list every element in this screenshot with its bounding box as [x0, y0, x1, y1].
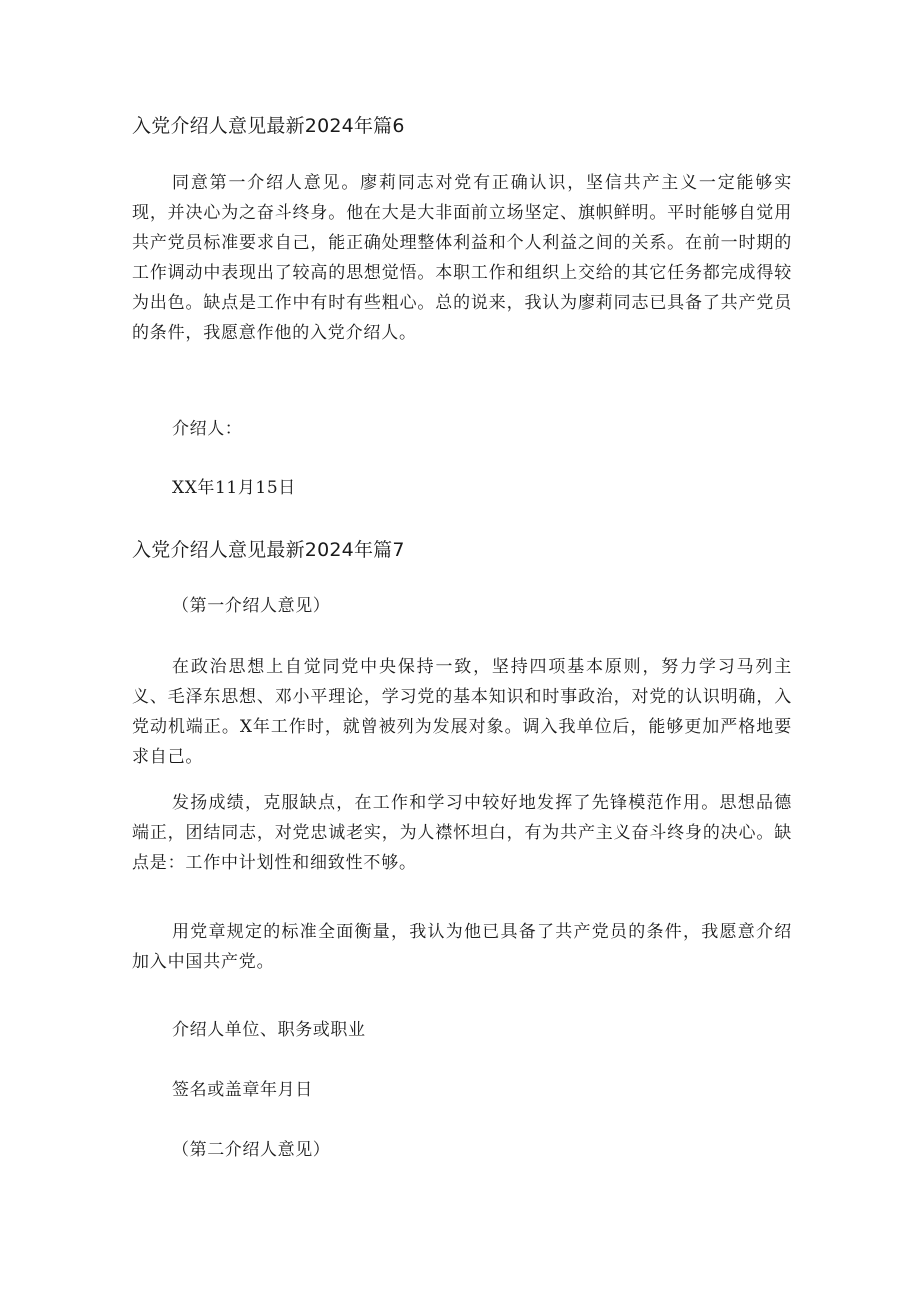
first-introducer-opinion-label: （第一介绍人意见） — [172, 596, 331, 616]
section-6-date: XX年11月15日 — [172, 478, 296, 498]
section-7-paragraph-3: 用党章规定的标准全面衡量，我认为他已具备了共产党员的条件，我愿意介绍加入中国共产党。 — [132, 922, 792, 972]
section-7-title: 入党介绍人意见最新2024年篇7 — [132, 539, 405, 561]
section-7-paragraph-1: 在政治思想上自觉同党中央保持一致，坚持四项基本原则，努力学习马列主义、毛泽东思想、邓小平理论，学习党的基本知识和时事政治，对党的认识明确，入党动机端正。X年工作时，就曾被列为发展对象。调入我单位后，能够更加严格地要求自己。 — [132, 657, 792, 767]
introducer-label: 介绍人： — [172, 419, 243, 439]
second-introducer-opinion-label: （第二介绍人意见） — [172, 1140, 331, 1160]
introducer-unit-label: 介绍人单位、职务或职业 — [172, 1020, 366, 1040]
signature-date-label: 签名或盖章年月日 — [172, 1080, 313, 1100]
section-6-paragraph: 同意第一介绍人意见。廖莉同志对党有正确认识，坚信共产主义一定能够实现，并决心为之奋斗终身。他在大是大非面前立场坚定、旗帜鲜明。平时能够自觉用共产党员标准要求自己，能正确处理整体利益和个人利益之间的关系。在前一时期的工作调动中表现出了较高的思想觉悟。本职工作和组织上交给的其它任务都完成得较为出色。缺点是工作中有时有些粗心。总的说来，我认为廖莉同志已具备了共产党员的条件，我愿意作他的入党介绍人。 — [132, 173, 792, 343]
section-6-title: 入党介绍人意见最新2024年篇6 — [132, 115, 405, 137]
section-7-paragraph-2: 发扬成绩，克服缺点，在工作和学习中较好地发挥了先锋模范作用。思想品德端正，团结同志，对党忠诚老实，为人襟怀坦白，有为共产主义奋斗终身的决心。缺点是：工作中计划性和细致性不够。 — [132, 793, 792, 873]
